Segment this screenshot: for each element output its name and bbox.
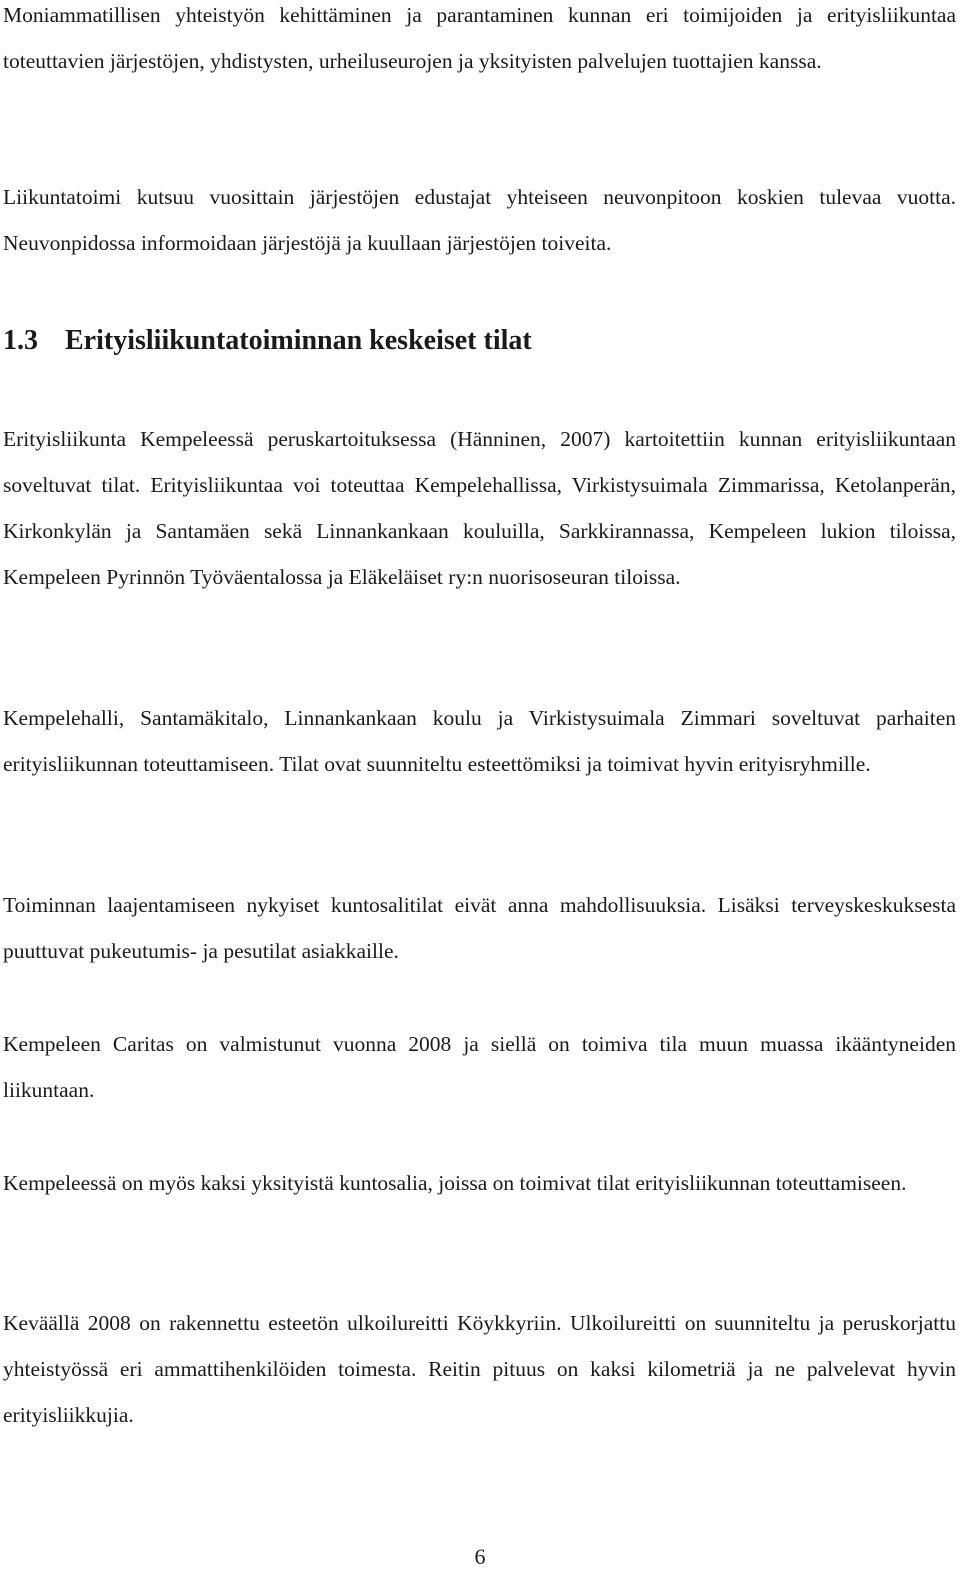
paragraph-liikuntatoimi: Liikuntatoimi kutsuu vuosittain järjestöjen edustajat yhteiseen neuvonpitoon koskien tulevaa vuotta. Neuvonpidossa informoidaan järjestöjä ja kuullaan järjestöjen toiveita.: [3, 185, 956, 255]
section-title: Erityisliikuntatoiminnan keskeiset tilat: [65, 325, 532, 356]
section-number: 1.3: [3, 325, 38, 356]
paragraph-ulkoilureitti: Keväällä 2008 on rakennettu esteetön ulkoilureitti Köykkyriin. Ulkoilureitti on suunniteltu ja peruskorjattu yhteistyössä eri ammattihenkilöiden toimesta. Reitin pituus on kaksi kilometriä ja ne palvelevat hyvin erityisliikkujia.: [3, 1311, 956, 1427]
paragraph-caritas: Kempeleen Caritas on valmistunut vuonna 2008 ja siellä on toimiva tila muun muassa ikääntyneiden liikuntaan.: [3, 1032, 956, 1102]
paragraph-intro: Moniammatillisen yhteistyön kehittäminen ja parantaminen kunnan eri toimijoiden ja erityisliikuntaa toteuttavien järjestöjen, yhdistysten, urheiluseurojen ja yksityisten palvelujen tuottajien kanssa.: [3, 3, 956, 73]
paragraph-toiminnan: Toiminnan laajentamiseen nykyiset kuntosalitilat eivät anna mahdollisuuksia. Lisäksi terveyskeskuksesta puuttuvat pukeutumis- ja pesutilat asiakkaille.: [3, 893, 956, 963]
paragraph-tilat: Erityisliikunta Kempeleessä peruskartoituksessa (Hänninen, 2007) kartoitettiin kunnan erityisliikuntaan soveltuvat tilat. Erityisliikuntaa voi toteuttaa Kempelehallissa, Virkistysuimala Zimmarissa, Ketolanperän, Kirkonkylän ja Santamäen sekä Linnankankaan kouluilla, Sarkkirannassa, Kempeleen lukion tiloissa, Kempeleen Pyrinnön Työväentalossa ja Eläkeläiset ry:n nuorisoseuran tiloissa.: [3, 427, 956, 589]
page-number: 6: [474, 1544, 486, 1569]
paragraph-yksityista: Kempeleessä on myös kaksi yksityistä kuntosalia, joissa on toimivat tilat erityisliikunnan toteuttamiseen.: [3, 1171, 907, 1195]
paragraph-kempelehalli: Kempelehalli, Santamäkitalo, Linnankankaan koulu ja Virkistysuimala Zimmari soveltuvat parhaiten erityisliikunnan toteuttamiseen. Tilat ovat suunniteltu esteettömiksi ja toimivat hyvin erityisryhmille.: [3, 706, 956, 776]
section-heading: [3, 318, 532, 364]
